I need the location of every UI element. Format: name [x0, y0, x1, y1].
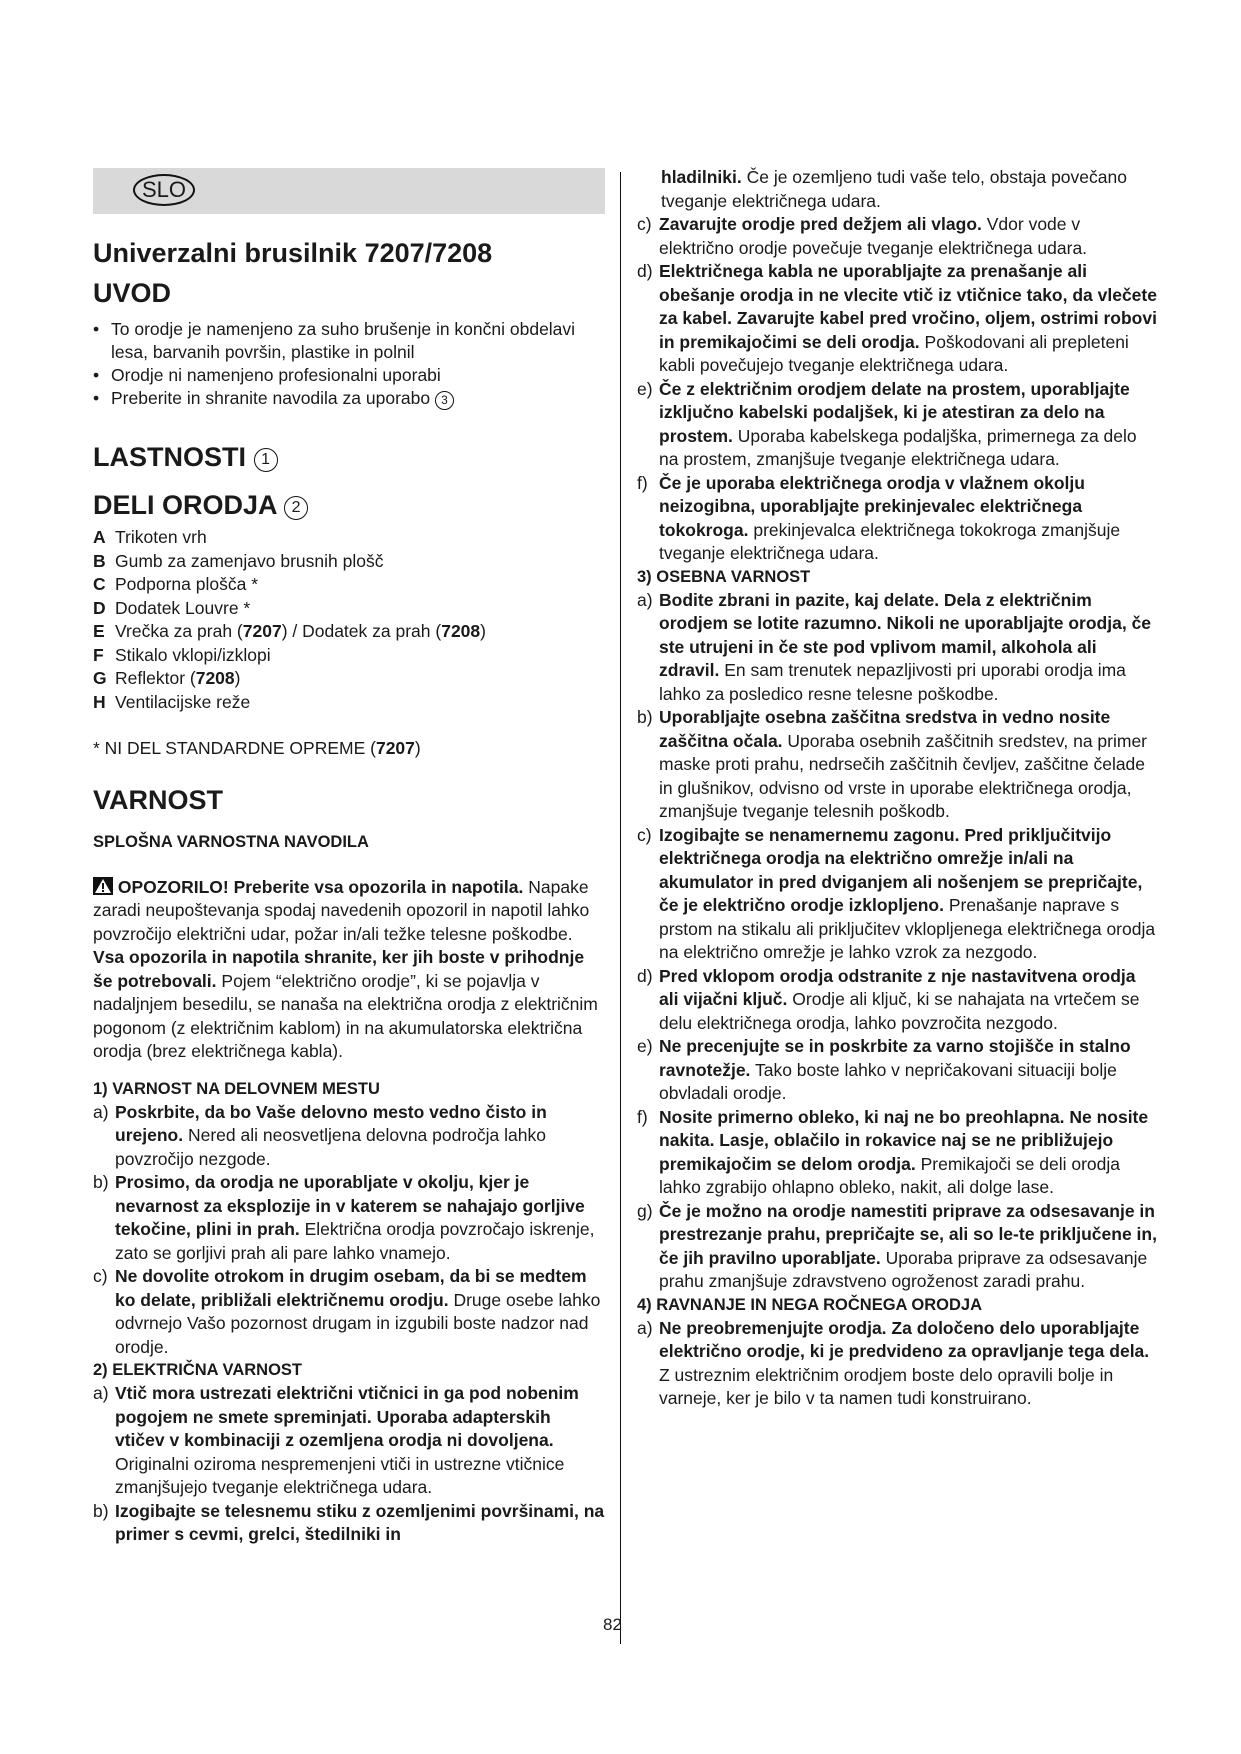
- varnost-heading: VARNOST: [93, 784, 224, 815]
- list-item: g) Če je možno na orodje namestiti priprave za odsesavanje in prestrezanje prahu, prepričajte se, ali so le-te priključene in, če jih pravilno uporabljate. Uporaba priprave za odsesavanje prahu zmanjšuje zdravstveno ogroženost zaradi prahu.: [637, 1200, 1157, 1291]
- list-item: a) Bodite zbrani in pazite, kaj delate. Dela z električnim orodjem se lotite razumno. Nikoli ne uporabljajte orodja, če ste utrujeni in če ste pod vplivom mamil, alkohola ali zdravil. En sam trenutek nepazljivosti pri uporabi orodja ima lahko za posledico resne telesne poškodbe.: [637, 589, 1152, 704]
- lastnosti-heading: LASTNOSTI 1: [93, 440, 605, 474]
- list-item: F Stikalo vklopi/izklopi: [93, 644, 271, 665]
- uvod-list: [93, 318, 605, 410]
- warning-paragraph: OPOZORILO! Preberite vsa opozorila in napotila. Napake zaradi neupoštevanja spodaj navedenih opozoril in napotil lahko povzročijo električni udar, požar in/ali težke telesne poškodbe. Vsa opozorila in napotila shranite, ker jih boste v prihodnje še potrebovali. Pojem “električno orodje”, ki se pojavlja v nadaljnjem besedilu, se nanaša na električna orodja z električnim pogonom (z električnim kablom) in na akumulatorska električna orodja (brez električnega kabla).: [93, 876, 598, 1061]
- list-item: a) Poskrbite, da bo Vaše delovno mesto vedno čisto in urejeno. Nered ali neosvetljena delovna področja lahko povzročijo nezgode.: [93, 1101, 547, 1169]
- list-item: H Ventilacijske reže: [93, 691, 251, 712]
- list-item: A Trikoten vrh: [93, 527, 207, 547]
- list-item: e) Če z električnim orodjem delate na prostem, uporabljajte izključno kabelski podaljšek, ki je atestiran za delo na prostem. Uporaba kabelskega podaljška, primernega za delo na prostem, zmanjšuje tveganje električnega udara.: [637, 378, 1137, 469]
- header-band: [93, 168, 605, 214]
- list-item: b) Uporabljajte osebna zaščitna sredstva in vedno nosite zaščitna očala. Uporaba osebnih zaščitnih sredstev, na primer maske proti prahu, nedrsečih zaščitnih čevljev, zaščitne čelade in glušnikov, odvisno od vrste in uporabe električnega orodja, zmanjšuje tveganje telesnih poškodb.: [637, 707, 1148, 821]
- figure-ref: 3: [435, 391, 454, 410]
- list-item: e) Ne precenjujte se in poskrbite za varno stojišče in stalno ravnotežje. Tako boste lahko v nepričakovani situaciji bolje obvladali orodje.: [637, 1036, 1131, 1103]
- parts-list: [93, 526, 605, 714]
- section-2-heading: 2) ELEKTRIČNA VARNOST: [93, 1361, 303, 1379]
- parts-note: * NI DEL STANDARDNE OPREME (7207): [93, 738, 421, 758]
- general-safety-subheading: SPLOŠNA VARNOSTNA NAVODILA: [93, 832, 369, 851]
- page-number: 82: [603, 1615, 622, 1634]
- list-item: b) Izogibajte se telesnemu stiku z ozemljenimi površinami, na primer s cevmi, grelci, štedilniki in: [93, 1500, 605, 1544]
- list-item: a) Vtič mora ustrezati električni vtičnici in ga pod nobenim pogojem ne smete spreminjati. Uporaba adapterskih vtičev v kombinaciji z ozemljena orodja ni dovoljena. Originalni oziroma nespremenjeni vtiči in ustrezne vtičnice zmanjšujejo tveganje električnega udara.: [93, 1383, 579, 1497]
- list-item: C Podporna plošča *: [93, 574, 259, 594]
- figure-ref: 2: [284, 496, 308, 520]
- list-item: B Gumb za zamenjavo brusnih plošč: [93, 550, 384, 571]
- section-3-heading: 3) OSEBNA VARNOST: [637, 567, 811, 586]
- list-item: d) Električnega kabla ne uporabljajte za prenašanje ali obešanje orodja in ne vlecite vtič iz vtičnice tako, da vlečete za kabel. Zavarujte kabel pred vročino, oljem, ostrimi robovi in premikajočimi se deli orodja. Poškodovani ali prepleteni kabli povečujejo tveganje električnega udara.: [637, 261, 1157, 375]
- list-item: c) Zavarujte orodje pred dežjem ali vlago. Vdor vode v električno orodje povečuje tveganje električnega udara.: [637, 214, 1088, 258]
- list-item: a) Ne preobremenjujte orodja. Za določeno delo uporabljajte električno orodje, ki je predvideno za opravljanje tega dela. Z ustreznim električnim orodjem boste delo opravili bolje in varneje, ker je bilo v ta namen tudi konstruirano.: [637, 1317, 1150, 1408]
- list-item: • Preberite in shranite navodila za uporabo 3: [93, 387, 605, 410]
- list-item: G Reflektor (7208): [93, 668, 241, 688]
- section-1-heading: 1) VARNOST NA DELOVNEM MESTU: [93, 1079, 380, 1098]
- warning-icon: [93, 877, 113, 895]
- figure-ref: 1: [254, 448, 278, 472]
- list-item: D Dodatek Louvre *: [93, 597, 251, 618]
- left-column: [93, 168, 605, 1547]
- list-item-continuation: hladilniki. Če je ozemljeno tudi vaše telo, obstaja povečano tveganje električnega udara.: [661, 167, 1127, 211]
- list-item: • Orodje ni namenjeno profesionalni uporabi: [93, 365, 441, 385]
- column-divider: [620, 172, 621, 1644]
- list-item: f) Nosite primerno obleko, ki naj ne bo preohlapna. Ne nosite nakita. Lasje, oblačilo in rokavice naj se ne približujejo premikajočim se delom orodja. Premikajoči se deli orodja lahko zgrabijo ohlapno obleko, nakit, ali dolge lase.: [637, 1106, 1149, 1197]
- list-item: E Vrečka za prah (7207) / Dodatek za prah (7208): [93, 621, 486, 641]
- document-title: Univerzalni brusilnik 7207/7208: [93, 238, 493, 268]
- section-4-heading: 4) RAVNANJE IN NEGA ROČNEGA ORODJA: [637, 1295, 983, 1314]
- deli-heading: DELI ORODJA 2: [93, 488, 605, 522]
- list-item: c) Ne dovolite otrokom in drugim osebam, da bi se medtem ko delate, približali električnemu orodju. Druge osebe lahko odvrnejo Vašo pozornost drugam in izgubili boste nadzor nad orodje.: [93, 1266, 601, 1357]
- list-item: b) Prosimo, da orodja ne uporabljate v okolju, kjer je nevarnost za eksplozije in v katerem se nahajajo gorljive tekočine, plini in prah. Električna orodja povzročajo iskrenje, zato se gorljivi prah ali pare lahko vnamejo.: [93, 1172, 595, 1263]
- uvod-heading: UVOD: [93, 278, 172, 308]
- list-item: d) Pred vklopom orodja odstranite z nje nastavitvena orodja ali vijačni ključ. Orodje ali ključ, ki se nahajata na vrtečem se delu električnega orodja, lahko povzročita nezgodo.: [637, 965, 1140, 1033]
- right-column: [637, 166, 1159, 1411]
- language-badge: SLO: [133, 174, 195, 206]
- list-item: • To orodje je namenjeno za suho brušenje in končni obdelavi lesa, barvanih površin, plastike in polnil: [93, 319, 576, 362]
- list-item: c) Izogibajte se nenamernemu zagonu. Pred priključitvijo električnega orodja na električno omrežje in/ali na akumulator in pred dviganjem ali nošenjem se prepričajte, če je električno orodje izklopljeno. Prenašanje naprave s prstom na stikalu ali priključitev vklopljenega električnega orodja na električno omrežje je lahko vzrok za nezgodo.: [637, 824, 1156, 962]
- list-item: f) Če je uporaba električnega orodja v vlažnem okolju neizogibna, uporabljajte prekinjevalec električnega tokokroga. prekinjevalca električnega tokokroga zmanjšuje tveganje električnega udara.: [637, 472, 1121, 563]
